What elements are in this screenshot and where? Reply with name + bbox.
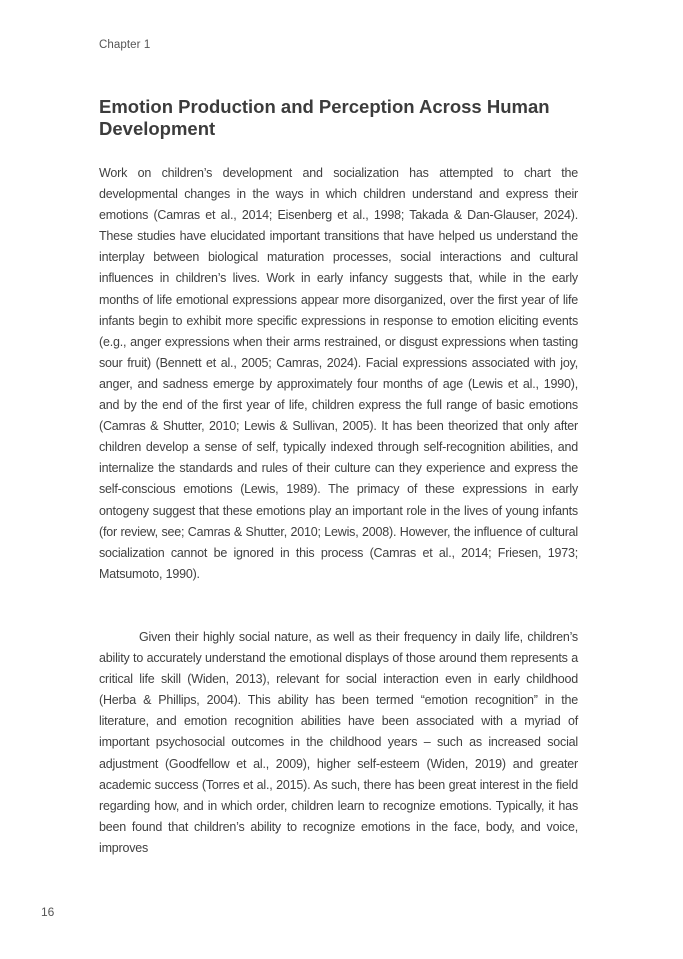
- page-number: 16: [41, 905, 55, 919]
- body-paragraph-1: Work on children’s development and socialization has attempted to chart the developmental changes in the ways in which children understand and express their emotions (Camras et al., 2014; Eisenberg et al., 1998; Takada & Dan-Glauser, 2024). These studies have elucidated important transitions that have helped us understand the interplay between biological maturation processes, social interactions and cultural influences in children’s lives. Work in early infancy suggests that, while in the early months of life emotional expressions appear more disorganized, over the first year of life infants begin to exhibit more specific expressions in response to emotion eliciting events (e.g., anger expressions when their arms restrained, or disgust expressions when tasting sour fruit) (Bennett et al., 2005; Camras, 2024). Facial expressions associated with joy, anger, and sadness emerge by approximately four months of age (Lewis et al., 1990), and by the end of the first year of life, children express the full range of basic emotions (Camras & Shutter, 2010; Lewis & Sullivan, 2005). It has been theorized that only after children develop a sense of self, typically indexed through self-recognition abilities, and internalize the standards and rules of their culture can they experience and express the self-conscious emotions (Lewis, 1989). The primacy of these expressions in early ontogeny suggest that these emotions play an important role in the lives of young infants (for review, see; Camras & Shutter, 2010; Lewis, 2008). However, the influence of cultural socialization cannot be ignored in this process (Camras et al., 2014; Friesen, 1973; Matsumoto, 1990).: [99, 166, 578, 581]
- body-paragraph-2: Given their highly social nature, as well as their frequency in daily life, children’s ability to accurately understand the emotional displays of those around them represents a critical life skill (Widen, 2013), relevant for social interaction even in early childhood (Herba & Phillips, 2004). This ability has been termed “emotion recognition” in the literature, and emotion recognition abilities have been associated with a myriad of important psychosocial outcomes in the childhood years – such as increased social adjustment (Goodfellow et al., 2009), higher self-esteem (Widen, 2019) and greater academic success (Torres et al., 2015). As such, there has been great interest in the field regarding how, and in which order, children learn to recognize emotions. Typically, it has been found that children’s ability to recognize emotions in the face, body, and voice, improves: [99, 630, 578, 855]
- section-title: Emotion Production and Perception Across Human Development: [99, 96, 550, 139]
- running-head: Chapter 1: [99, 39, 151, 51]
